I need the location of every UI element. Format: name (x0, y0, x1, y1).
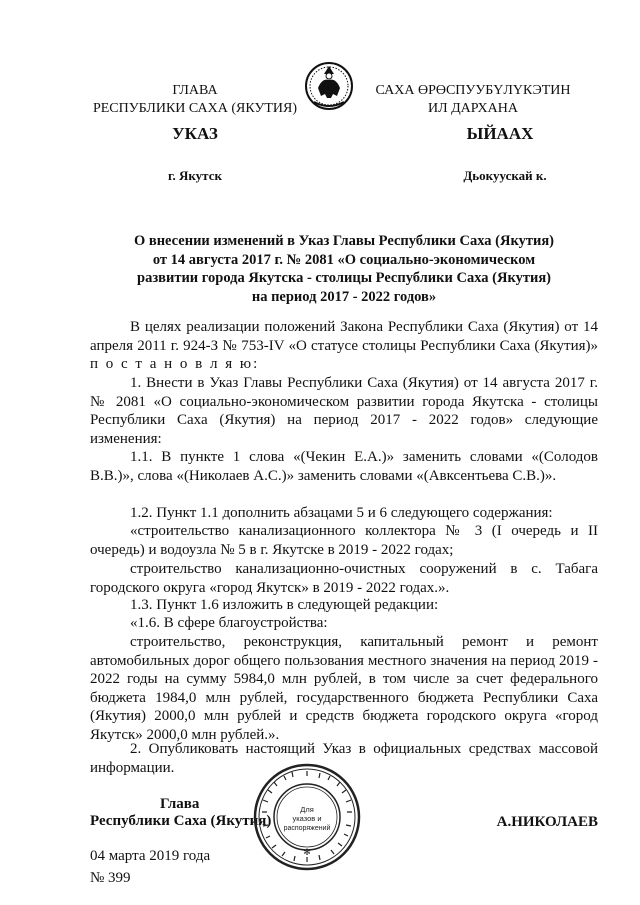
city-sakha: Дьокуускай к. (463, 168, 547, 183)
item-1-2-b: строительство канализационно-очистных сооружений в с. Табага городского округа «город Якутск» в 2019 - 2022 годах.». (90, 561, 598, 596)
decree-number: № 399 (90, 870, 131, 886)
title-line2: от 14 августа 2017 г. № 2081 «О социально-экономическом (152, 251, 536, 268)
stamp-star: ✻ (303, 847, 311, 857)
stamp-label-line3: распоряжений (283, 825, 331, 832)
title-line1: О внесении изменений в Указ Главы Республики Саха (Якутия) (133, 233, 555, 249)
title-line4: на период 2017 - 2022 годов» (251, 288, 437, 305)
item-1-3-a: «1.6. В сфере благоустройства: (130, 615, 328, 631)
item-2: 2. Опубликовать настоящий Указ в официальных средствах массовой информации. (90, 741, 598, 776)
item-1-3-b: строительство, реконструкция, капитальный ремонт и ремонт автомобильных дорог общего пользования местного значения на период 2019 - 2022 годы на сумму 5984,0 млн рублей, в том числе за счет федерального бюджета 1984,0 млн рублей, государственного бюджета Республики Саха (Якутия) 2000,0 млн рублей и средств бюджета городского округа «город Якутск» 2000,0 млн рублей.». (90, 634, 598, 743)
stamp-label-line1: Для (300, 805, 314, 814)
document-title (90, 232, 598, 306)
item-1-1: 1.1. В пункте 1 слова «(Чекин Е.А.)» заменить словами «(Солодов В.В.)», слова «(Николаев А.С.)» заменить словами «(Авксентьева С.В.)». (90, 449, 598, 484)
item-1-3: 1.3. Пункт 1.6 изложить в следующей редакции: (130, 597, 439, 613)
city-ru: г. Якутск (168, 168, 222, 183)
intro-paragraph (90, 318, 598, 374)
decree-verb: п о с т а н о в л я ю: (90, 356, 260, 372)
signatory-name: А.НИКОЛАЕВ (496, 814, 598, 830)
decree-title-ru: УКАЗ (172, 124, 218, 143)
coat-of-arms-emblem (304, 58, 354, 116)
official-seal-stamp (252, 762, 362, 872)
decree-title-sakha: ЫЙААХ (466, 124, 534, 143)
item-1-2: 1.2. Пункт 1.1 дополнить абзацами 5 и 6 следующего содержания: (130, 505, 553, 521)
signature-role-line2: Республики Саха (Якутия) (90, 813, 272, 829)
header-right (348, 82, 598, 118)
intro-text: В целях реализации положений Закона Республики Саха (Якутия) от 14 апреля 2011 г. 924-З № 753-IV «О статусе столицы Республики Саха (Якутия)» (90, 319, 598, 354)
item-1-2-a: «строительство канализационного коллектора № 3 (I очередь и II очередь) и водоузла № 5 в г. Якутске в 2019 - 2022 годах; (90, 523, 598, 558)
header-left (80, 82, 310, 118)
stamp-label-line2: указов и (292, 814, 322, 823)
header-right-line2: ИЛ ДАРХАНА (427, 101, 518, 116)
signature-role-line1: Глава (160, 796, 200, 812)
item-1: 1. Внести в Указ Главы Республики Саха (Якутия) от 14 августа 2017 г. № 2081 «О социально-экономическом развитии города Якутска - столицы Республики Саха (Якутия) на период 2017 - 2022 годов» следующие изменения: (90, 375, 598, 447)
header-right-line1: САХА ӨРӨСПУУБҮЛҮКЭТИН (375, 83, 571, 98)
header-left-line2: РЕСПУБЛИКИ САХА (ЯКУТИЯ) (92, 101, 298, 116)
header-left-line1: ГЛАВА (172, 83, 218, 98)
title-line3: развитии города Якутска - столицы Республики Саха (Якутия) (137, 270, 551, 286)
decree-date: 04 марта 2019 года (90, 848, 211, 864)
